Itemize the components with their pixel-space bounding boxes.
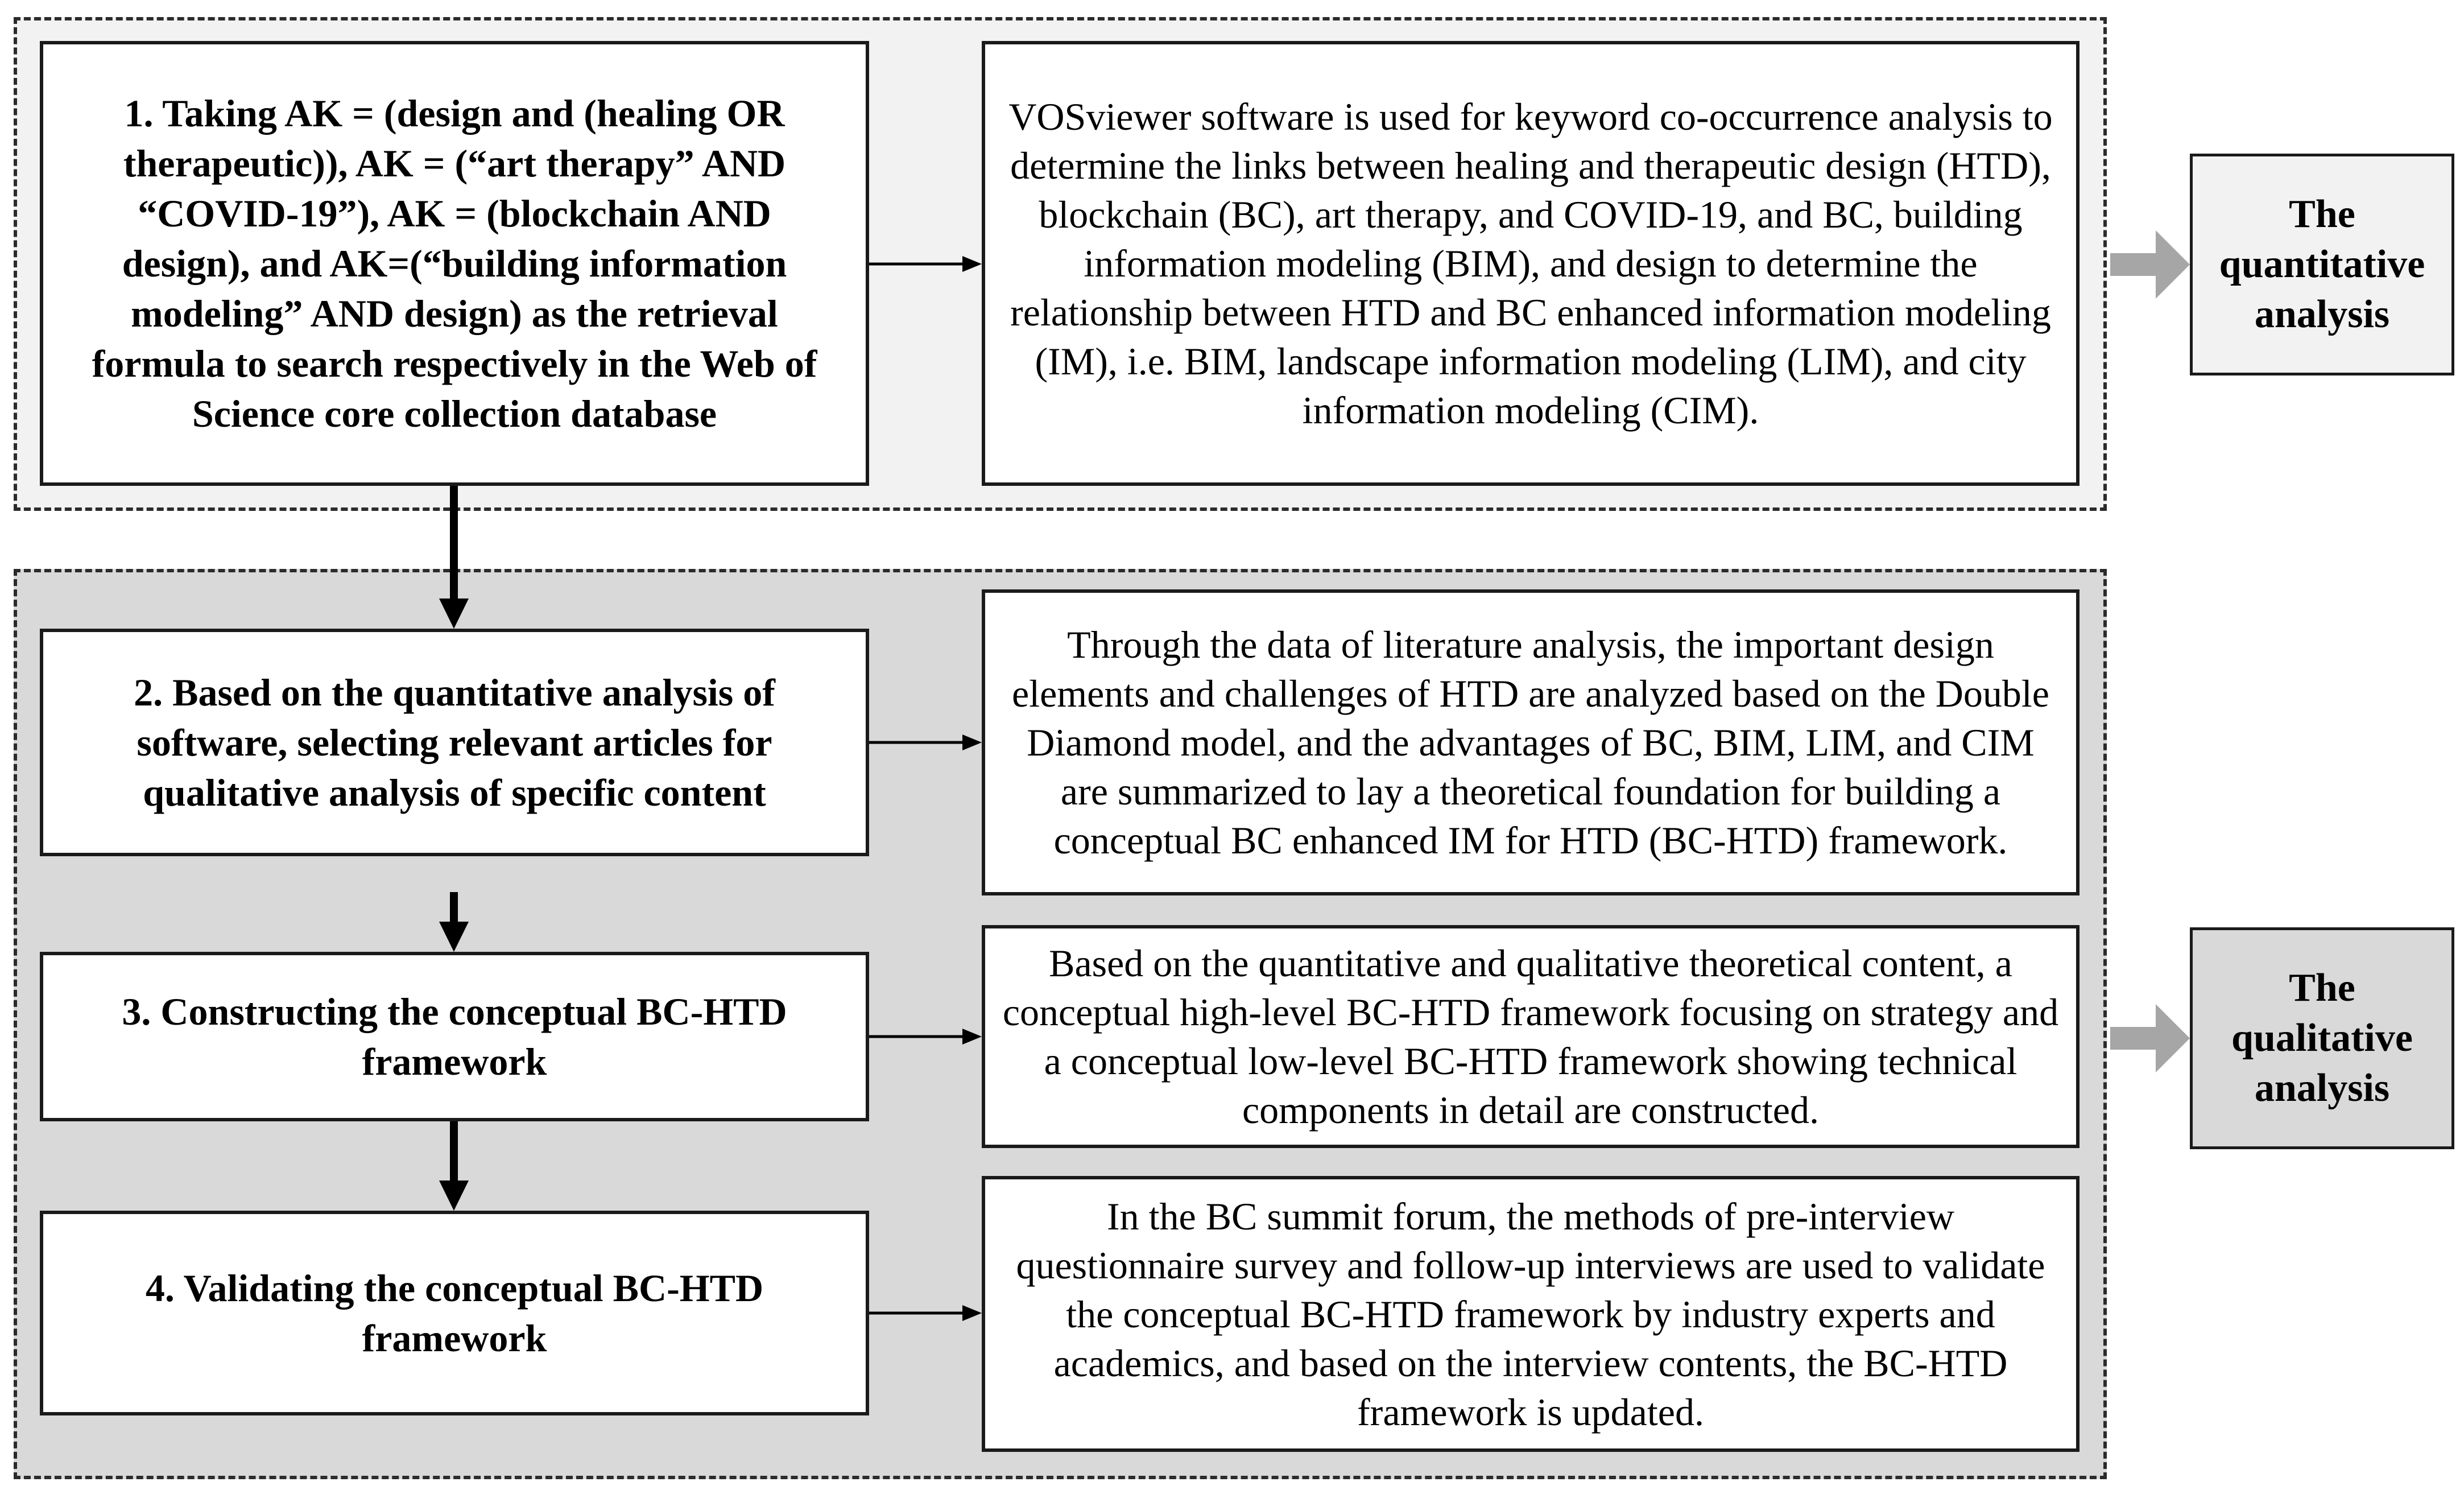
arrow-step3-to-step4-head-icon: [439, 1181, 469, 1211]
step-to-description-arrows: [869, 256, 982, 1321]
arrow-step2-head-icon: [962, 734, 982, 750]
quantitative-analysis-text: The quantitative analysis: [2219, 192, 2425, 336]
arrow-step1-to-step2-head-icon: [439, 599, 469, 629]
arrow-step1-head-icon: [962, 256, 982, 272]
step-3-label: 3. Constructing the conceptual BC-HTD framework: [122, 990, 787, 1083]
arrow-step2-to-step3-head-icon: [439, 922, 469, 952]
qualitative-phase-arrow-icon: [2110, 1004, 2190, 1072]
arrow-step4-head-icon: [962, 1305, 982, 1321]
step-4-description: In the BC summit forum, the methods of pre-interview questionnaire survey and follow-up interviews are used to validate the conceptual BC-HTD framework by industry experts and academics, and based on the interview contents, the BC-HTD framework is updated.: [1016, 1194, 2045, 1434]
step-1-label: 1. Taking AK = (design and (healing OR therapeutic)), AK = (“art therapy” AND “COVID-19”), AK = (blockchain AND design), and AK=(“building information modeling” AND design) as the retrieval formula to search respectively in the Web of Science core collection database: [92, 92, 817, 435]
step-3-description: Based on the quantitative and qualitative theoretical content, a conceptual high-level BC-HTD framework focusing on strategy and a conceptual low-level BC-HTD framework showing technical components in detail are constructed.: [1002, 942, 2059, 1132]
step-1-description: VOSviewer software is used for keyword co-occurrence analysis to determine the links between healing and therapeutic design (HTD), blockchain (BC), art therapy, and COVID-19, and BC, building information modeling (BIM), and design to determine the relationship between HTD and BC enhanced information modeling (IM), i.e. BIM, landscape information modeling (LIM), and city information modeling (CIM).: [1008, 95, 2053, 432]
qualitative-analysis-text: The qualitative analysis: [2231, 966, 2413, 1110]
step-2-description: Through the data of literature analysis, the important design elements and challenges of HTD are analyzed based on the Double Diamond model, and the advantages of BC, BIM, LIM, and CIM are summarized to lay a theoretical foundation for building a conceptual BC enhanced IM for HTD (BC-HTD) framework.: [1012, 623, 2049, 862]
step-2-label: 2. Based on the quantitative analysis of software, selecting relevant articles for qualitative analysis of specific content: [134, 671, 775, 814]
quantitative-phase-arrow-icon: [2110, 230, 2190, 299]
step-4-label: 4. Validating the conceptual BC-HTD framework: [145, 1266, 764, 1360]
arrow-step3-head-icon: [962, 1029, 982, 1045]
phase-arrows: [2110, 230, 2190, 1072]
step-sequence-arrows: [439, 486, 469, 1211]
